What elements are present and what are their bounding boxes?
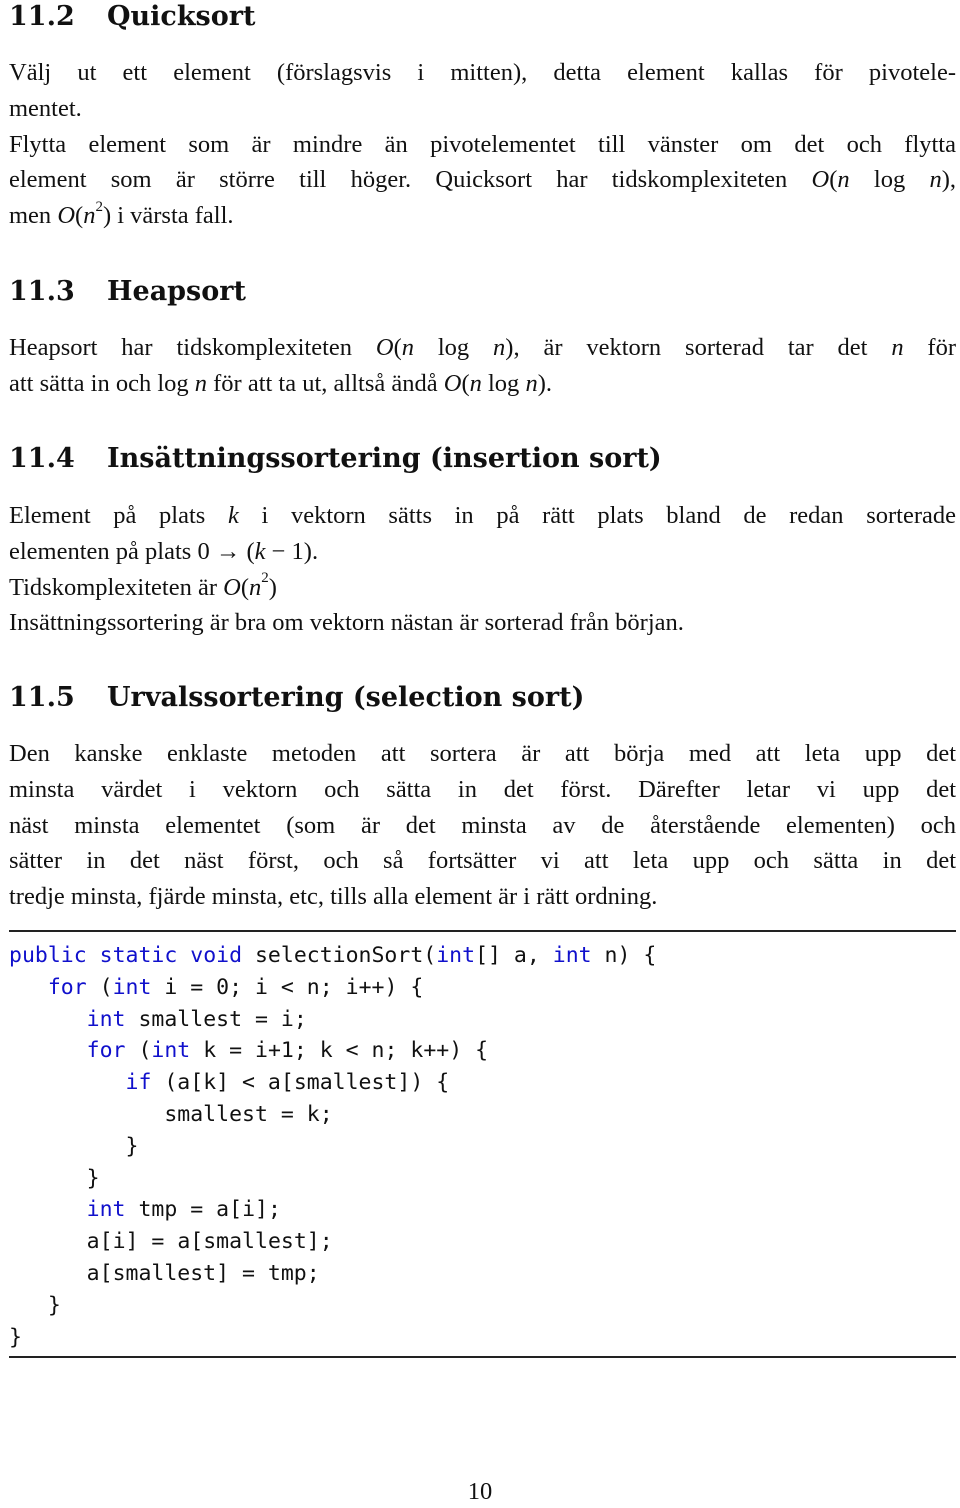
text-line: Insättningssortering är bra om vektorn nästan är sorterad från början.: [9, 609, 684, 637]
section-heading-quicksort: [9, 0, 255, 34]
text-line: mentet.: [9, 94, 82, 122]
text-line: Heapsort har tidskomplexiteten O(n log n), är vektorn sorterad tar det n för: [9, 334, 956, 361]
code-line: a[smallest] = tmp;: [86, 1260, 320, 1286]
text-line: minsta värdet i vektorn och sätta in det först. Därefter letar vi upp det: [9, 775, 956, 803]
text-line: sätter in det näst först, och så fortsätter vi att leta upp och sätta in det: [9, 847, 956, 875]
paragraph-selection-sort: [9, 736, 956, 915]
code-line: int smallest = i;: [86, 1006, 307, 1032]
code-line: }: [9, 1292, 61, 1318]
code-line: }: [9, 1165, 100, 1191]
section-title: Quicksort: [107, 1, 256, 32]
text-line: Välj ut ett element (förslagsvis i mitten), detta element kallas för pivotele-: [9, 59, 956, 86]
section-heading-insertion-sort: [9, 442, 662, 476]
section-heading-selection-sort: [9, 681, 584, 715]
text-line: att sätta in och log n för att ta ut, alltså ändå O(n log n).: [9, 369, 552, 397]
section-title: Insättningssortering (insertion sort): [107, 443, 662, 474]
text-line: element som är större till höger. Quicksort har tidskomplexiteten O(n log n),: [9, 166, 956, 194]
code-line: if (a[k] < a[smallest]) {: [125, 1070, 450, 1096]
code-line: public static void selectionSort(int[] a, int n) {: [9, 943, 657, 968]
paragraph-quicksort: [9, 55, 956, 234]
code-line: }: [9, 1324, 22, 1350]
text-line: Den kanske enklaste metoden att sortera är att börja med att leta upp det: [9, 740, 956, 767]
code-listing: [9, 940, 956, 1353]
code-line: }: [9, 1133, 139, 1159]
section-number: 11.2: [9, 1, 75, 32]
code-line: for (int k = i+1; k < n; k++) {: [86, 1038, 489, 1064]
section-number: 11.5: [9, 682, 75, 713]
code-line: a[i] = a[smallest];: [86, 1229, 333, 1255]
code-line: for (int i = 0; i < n; i++) {: [47, 974, 424, 1000]
text-line: Element på plats k i vektorn sätts in på rätt plats bland de redan sorterade: [9, 502, 956, 529]
page-number: 10: [467, 1478, 493, 1505]
section-number: 11.3: [9, 276, 75, 307]
paragraph-heapsort: [9, 330, 956, 402]
code-bottom-rule: [9, 1356, 956, 1358]
section-title: Heapsort: [107, 276, 246, 307]
code-top-rule: [9, 930, 956, 932]
section-title: Urvalssortering (selection sort): [107, 682, 585, 713]
section-heading-heapsort: [9, 275, 246, 309]
text-line: tredje minsta, fjärde minsta, etc, tills alla element är i rätt ordning.: [9, 883, 658, 911]
code-line: int tmp = a[i];: [86, 1197, 281, 1223]
section-number: 11.4: [9, 443, 75, 474]
code-line: smallest = k;: [164, 1101, 333, 1127]
text-line: men $O(n^2)$ i värsta fall.: [9, 199, 234, 230]
text-line: Flytta element som är mindre än pivotelementet till vänster om det och flytta: [9, 130, 956, 158]
text-line: näst minsta elementet (som är det minsta av de återstående elementen) och: [9, 811, 956, 839]
paragraph-insertion-sort: [9, 498, 956, 641]
text-line: Tidskomplexiteten är $O(n^2)$: [9, 570, 277, 601]
text-line: elementen på plats 0 → (k − 1).: [9, 537, 319, 565]
